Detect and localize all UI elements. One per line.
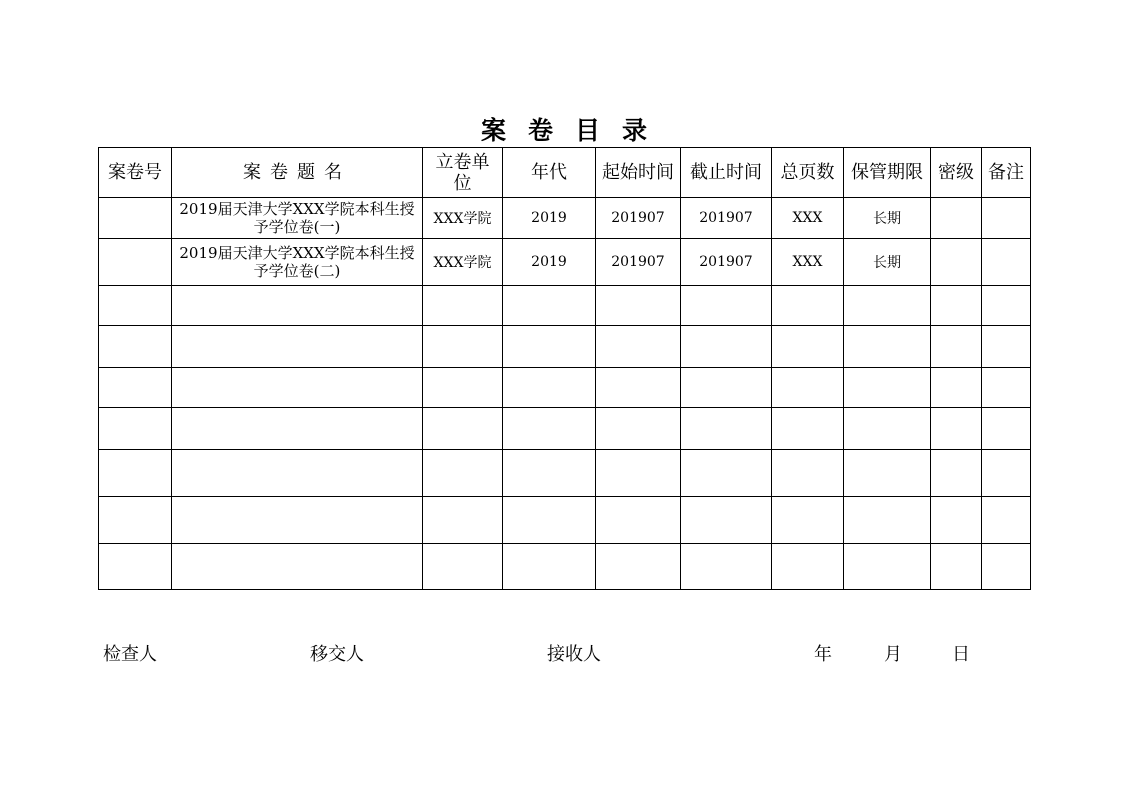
row-unit-cell: XXX学院 (423, 239, 503, 286)
table-row (99, 198, 1031, 239)
row-secret-cell (931, 239, 982, 286)
catalog-table (98, 147, 1031, 590)
table-row (99, 239, 1031, 286)
header-cell: 案卷号 (99, 148, 172, 198)
row-pages-cell: XXX (772, 239, 844, 286)
row-start-cell: 201907 (596, 198, 681, 239)
row-unit-cell: XXX学院 (423, 198, 503, 239)
row-id-cell (99, 198, 172, 239)
empty-row (99, 286, 1031, 326)
header-cell: 保管期限 (844, 148, 931, 198)
row-year-cell: 2019 (503, 239, 596, 286)
header-cell: 起始时间 (596, 148, 681, 198)
row-pages-cell: XXX (772, 198, 844, 239)
row-note-cell (982, 239, 1031, 286)
page-title: 案卷目录 (480, 116, 669, 145)
row-id-cell (99, 239, 172, 286)
date-day-label: 日 (952, 644, 970, 665)
header-cell: 案卷题名 (172, 148, 423, 198)
header-cell: 备注 (982, 148, 1031, 198)
row-retention-cell: 长期 (844, 198, 931, 239)
row-start-cell: 201907 (596, 239, 681, 286)
empty-row (99, 368, 1031, 408)
empty-row (99, 450, 1031, 497)
row-year-cell: 2019 (503, 198, 596, 239)
transferor-label: 移交人 (310, 644, 364, 665)
header-cell: 密级 (931, 148, 982, 198)
header-cell: 立卷单位 (423, 148, 503, 198)
header-cell: 年代 (503, 148, 596, 198)
checker-label: 检查人 (103, 644, 157, 665)
header-cell: 截止时间 (681, 148, 772, 198)
row-end-cell: 201907 (681, 198, 772, 239)
empty-row (99, 408, 1031, 450)
header-row (99, 148, 1031, 198)
row-note-cell (982, 198, 1031, 239)
row-title-cell: 2019届天津大学XXX学院本科生授予学位卷(二) (172, 239, 423, 286)
date-month-label: 月 (884, 644, 902, 665)
header-cell: 总页数 (772, 148, 844, 198)
row-secret-cell (931, 198, 982, 239)
date-year-label: 年 (814, 644, 832, 665)
receiver-label: 接收人 (547, 644, 601, 665)
row-title-cell: 2019届天津大学XXX学院本科生授予学位卷(一) (172, 198, 423, 239)
empty-row (99, 544, 1031, 590)
row-end-cell: 201907 (681, 239, 772, 286)
empty-row (99, 326, 1031, 368)
row-retention-cell: 长期 (844, 239, 931, 286)
empty-row (99, 497, 1031, 544)
